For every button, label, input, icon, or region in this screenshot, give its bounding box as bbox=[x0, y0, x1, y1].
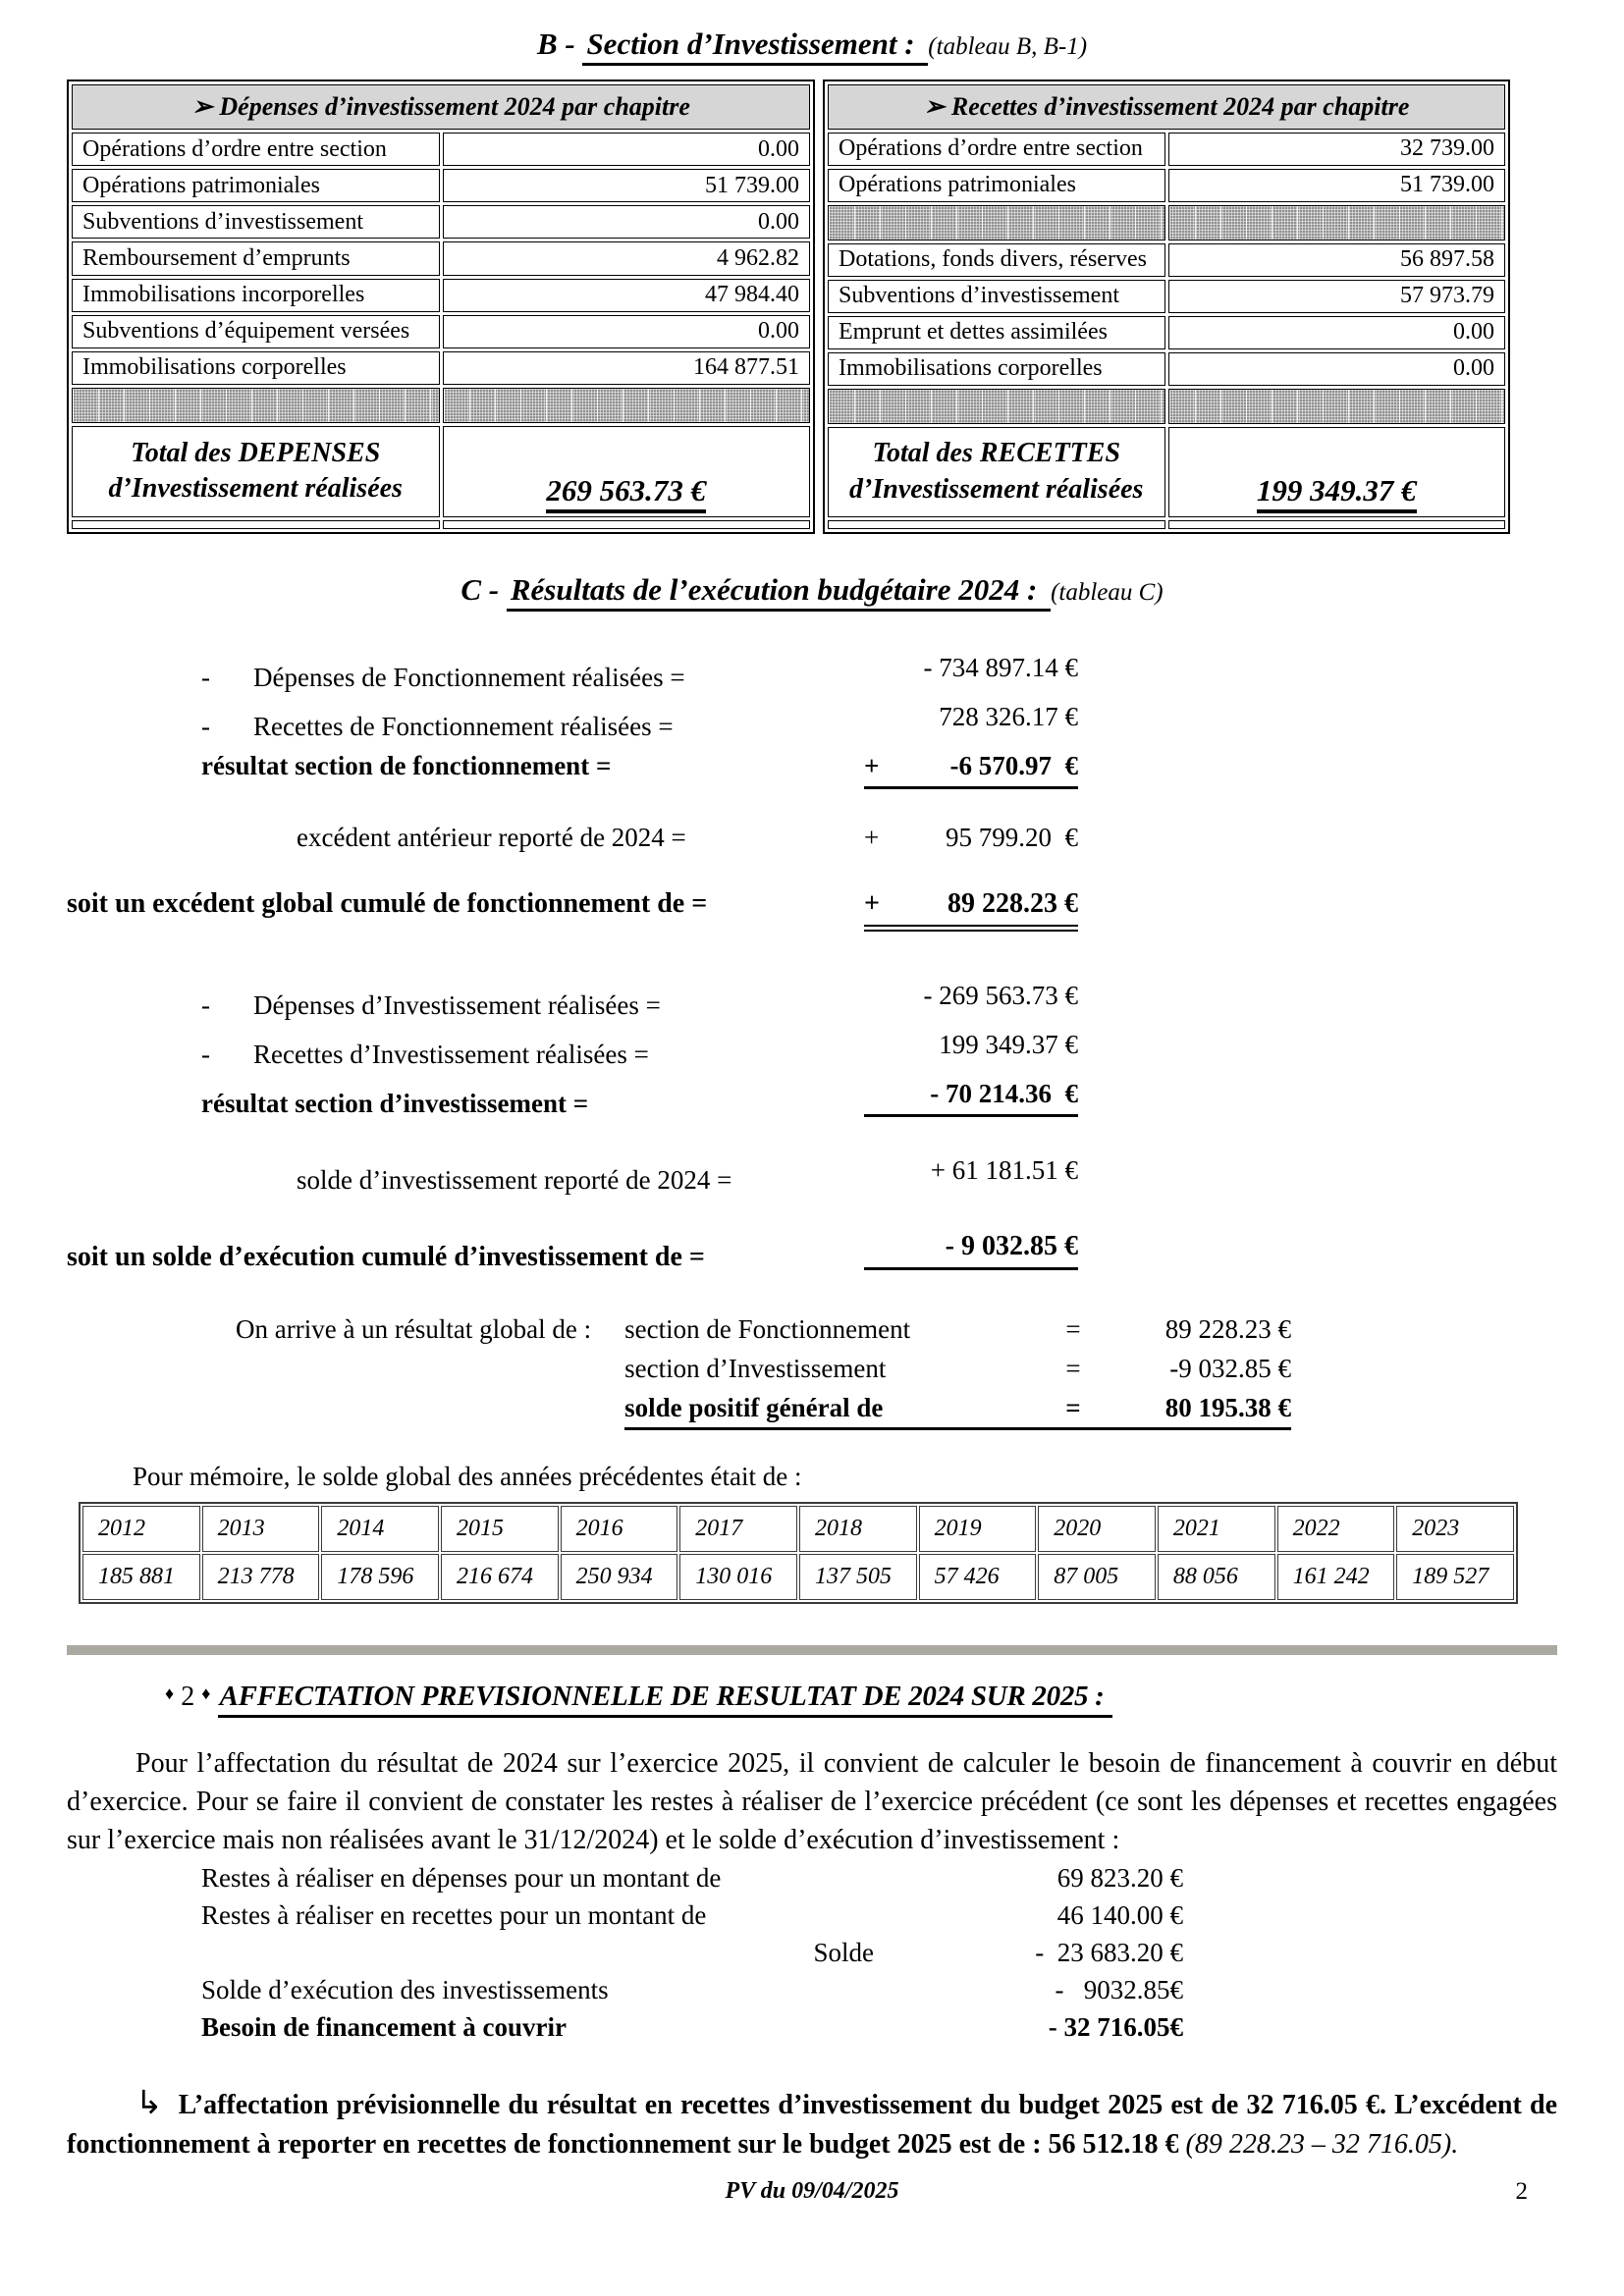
global-result-row bbox=[624, 1388, 1291, 1430]
depenses-investissement-table bbox=[67, 80, 815, 534]
restes-label: Restes à réaliser en dépenses pour un montant de bbox=[201, 1862, 722, 1893]
restes-value: - 9032.85€ bbox=[1055, 1974, 1183, 2004]
dash-bullet: - bbox=[201, 711, 210, 741]
year-value-cell: 88 056 bbox=[1158, 1554, 1275, 1600]
years-header-row bbox=[82, 1506, 1514, 1552]
row-label: Opérations patrimoniales bbox=[72, 169, 440, 202]
restes-label: Solde d’exécution des investissements bbox=[201, 1974, 609, 2004]
recettes-investissement-table bbox=[823, 80, 1510, 534]
memoire-line: Pour mémoire, le solde global des années précédentes était de : bbox=[133, 1461, 802, 1491]
table-row bbox=[72, 205, 810, 239]
equals-sign: = bbox=[1065, 1392, 1081, 1422]
calc-value-zone bbox=[864, 747, 1078, 789]
row-label: Opérations d’ordre entre section bbox=[828, 133, 1165, 166]
total-row bbox=[72, 426, 810, 516]
calc-label: Recettes d’Investissement réalisées = bbox=[253, 1039, 649, 1069]
calc-value-zone bbox=[864, 885, 1078, 932]
hatched-cell bbox=[828, 205, 1165, 240]
title-c-main: Résultats de l’exécution budgétaire 2024 : bbox=[507, 572, 1051, 612]
return-arrow-icon: ↳ bbox=[135, 2082, 163, 2121]
result-name: section de Fonctionnement bbox=[624, 1313, 911, 1344]
diamond-icon: ♦ bbox=[201, 1682, 211, 1703]
dash-bullet: - bbox=[201, 662, 210, 692]
total-value bbox=[1168, 427, 1506, 517]
hatched-cell bbox=[72, 388, 440, 423]
hatched-cell bbox=[828, 389, 1165, 424]
calc-value: + 61 181.51 € bbox=[930, 1154, 1078, 1185]
total-amount: 269 563.73 € bbox=[546, 473, 706, 513]
table-row bbox=[828, 316, 1505, 349]
calc-value-zone bbox=[864, 1228, 1078, 1270]
result-name: solde positif général de bbox=[624, 1392, 884, 1422]
table-row bbox=[72, 279, 810, 312]
calc-label: Dépenses d’Investissement réalisées = bbox=[253, 989, 661, 1020]
row-value: 4 962.82 bbox=[443, 241, 811, 275]
year-cell: 2019 bbox=[919, 1506, 1037, 1552]
table-row bbox=[72, 351, 810, 385]
restes-label: Besoin de financement à couvrir bbox=[201, 2011, 567, 2042]
section-2-heading bbox=[165, 1681, 1557, 1713]
calc-value: - 70 214.36 € bbox=[930, 1078, 1078, 1108]
calc-label: solde d’investissement reporté de 2024 = bbox=[297, 1164, 732, 1195]
row-label: Immobilisations corporelles bbox=[72, 351, 440, 385]
dash-bullet: - bbox=[201, 989, 210, 1020]
global-result-row bbox=[624, 1349, 1291, 1388]
calc-line bbox=[67, 649, 1078, 696]
calc-operator: + bbox=[864, 822, 880, 852]
spacer-cell bbox=[72, 520, 440, 529]
global-result-rows bbox=[624, 1309, 1291, 1430]
page-footer bbox=[67, 2178, 1557, 2214]
row-value: 0.00 bbox=[443, 315, 811, 348]
calc-value: - 269 563.73 € bbox=[923, 980, 1078, 1010]
year-cell: 2013 bbox=[202, 1506, 320, 1552]
global-result-block bbox=[236, 1309, 1291, 1430]
calc-label: soit un solde d’exécution cumulé d’investissement de = bbox=[67, 1241, 705, 1272]
section-b-title bbox=[67, 26, 1557, 64]
restes-value: - 32 716.05€ bbox=[1048, 2011, 1183, 2042]
calc-value-zone bbox=[864, 977, 1078, 1014]
year-value-cell: 189 527 bbox=[1396, 1554, 1514, 1600]
table-row bbox=[72, 315, 810, 348]
table-row bbox=[828, 280, 1505, 313]
restes-value: 69 823.20 € bbox=[1056, 1862, 1183, 1893]
hatched-cell bbox=[1168, 205, 1506, 240]
restes-row bbox=[201, 2008, 1183, 2046]
equals-sign: = bbox=[1065, 1313, 1081, 1344]
title-c-prefix: C - bbox=[460, 571, 507, 607]
row-label: Opérations patrimoniales bbox=[828, 169, 1165, 202]
page-number: 2 bbox=[1515, 2177, 1528, 2205]
section-separator-bar bbox=[67, 1645, 1557, 1655]
row-value: 0.00 bbox=[443, 133, 811, 166]
row-label: Dotations, fonds divers, réserves bbox=[828, 243, 1165, 277]
year-value-cell: 213 778 bbox=[202, 1554, 320, 1600]
calc-value-zone bbox=[864, 819, 1078, 856]
row-label: Immobilisations incorporelles bbox=[72, 279, 440, 312]
hatched-row bbox=[828, 205, 1505, 240]
calc-value: 199 349.37 € bbox=[939, 1029, 1078, 1059]
section-2-title: AFFECTATION PREVISIONNELLE DE RESULTAT DE 2024 SUR 2025 : bbox=[218, 1681, 1112, 1718]
table-row bbox=[72, 133, 810, 166]
row-label: Immobilisations corporelles bbox=[828, 352, 1165, 386]
section-c-title bbox=[67, 571, 1557, 610]
calc-label: résultat section d’investissement = bbox=[201, 1088, 589, 1118]
total-value bbox=[443, 426, 811, 516]
row-value: 57 973.79 bbox=[1168, 280, 1506, 313]
year-cell: 2020 bbox=[1038, 1506, 1156, 1552]
calc-value-zone bbox=[864, 1151, 1078, 1189]
calc-line bbox=[67, 1026, 1078, 1073]
year-value-cell: 137 505 bbox=[799, 1554, 917, 1600]
restes-row bbox=[201, 1859, 1183, 1896]
year-cell: 2018 bbox=[799, 1506, 917, 1552]
table-row bbox=[828, 133, 1505, 166]
year-cell: 2014 bbox=[321, 1506, 439, 1552]
year-value-cell: 185 881 bbox=[82, 1554, 200, 1600]
table-header: ➢ Dépenses d’investissement 2024 par chapitre bbox=[72, 84, 810, 130]
total-amount: 199 349.37 € bbox=[1257, 473, 1417, 513]
calc-label: Dépenses de Fonctionnement réalisées = bbox=[253, 662, 685, 692]
restes-row bbox=[201, 1934, 1183, 1971]
row-label: Emprunt et dettes assimilées bbox=[828, 316, 1165, 349]
conclusion-main-text: L’affectation prévisionnelle du résultat en recettes d’investissement du budget 2025 est de 32 716.05 €. L’excédent de fonctionnement à reporter en recettes de fonctionnement sur le budget 2025 est de : 56 512.18 € bbox=[67, 2089, 1557, 2160]
years-values-row bbox=[82, 1554, 1514, 1600]
year-cell: 2023 bbox=[1396, 1506, 1514, 1552]
calc-line bbox=[67, 1228, 1078, 1276]
table-row bbox=[72, 169, 810, 202]
year-value-cell: 178 596 bbox=[321, 1554, 439, 1600]
calc-line bbox=[67, 698, 1078, 745]
row-value: 56 897.58 bbox=[1168, 243, 1506, 277]
restes-value: - 23 683.20 € bbox=[1035, 1937, 1183, 1967]
spacer-row bbox=[72, 520, 810, 529]
row-value: 51 739.00 bbox=[1168, 169, 1506, 202]
year-value-cell: 250 934 bbox=[561, 1554, 678, 1600]
arrow-bullet-icon: ➢ bbox=[191, 91, 213, 121]
title-b-prefix: B - bbox=[536, 27, 583, 61]
calc-line bbox=[67, 977, 1078, 1024]
calc-value: 89 228.23 € bbox=[947, 887, 1078, 919]
row-label: Subventions d’investissement bbox=[828, 280, 1165, 313]
calc-value-zone bbox=[864, 698, 1078, 735]
section-2-number: 2 bbox=[174, 1681, 202, 1712]
table-row bbox=[828, 169, 1505, 202]
hatched-row bbox=[828, 389, 1505, 424]
year-cell: 2022 bbox=[1277, 1506, 1395, 1552]
calc-value-zone bbox=[864, 649, 1078, 686]
row-value: 47 984.40 bbox=[443, 279, 811, 312]
row-value: 0.00 bbox=[1168, 316, 1506, 349]
year-value-cell: 216 674 bbox=[441, 1554, 559, 1600]
global-result-intro: On arrive à un résultat global de : bbox=[236, 1313, 592, 1344]
footer-title: PV du 09/04/2025 bbox=[725, 2177, 899, 2204]
row-value: 51 739.00 bbox=[443, 169, 811, 202]
global-result-row bbox=[624, 1309, 1291, 1349]
diamond-icon: ♦ bbox=[165, 1682, 175, 1703]
calc-value-zone bbox=[864, 1075, 1078, 1117]
year-cell: 2017 bbox=[679, 1506, 797, 1552]
restes-label: Solde bbox=[813, 1937, 874, 1967]
table-row bbox=[72, 241, 810, 275]
restes-label: Restes à réaliser en recettes pour un montant de bbox=[201, 1899, 707, 1930]
year-cell: 2016 bbox=[561, 1506, 678, 1552]
year-value-cell: 57 426 bbox=[919, 1554, 1037, 1600]
table-header: ➢ Recettes d’investissement 2024 par chapitre bbox=[828, 84, 1505, 130]
table-row bbox=[828, 243, 1505, 277]
year-cell: 2015 bbox=[441, 1506, 559, 1552]
row-label: Subventions d’équipement versées bbox=[72, 315, 440, 348]
row-value: 0.00 bbox=[1168, 352, 1506, 386]
calc-line bbox=[67, 885, 1078, 932]
affectation-paragraph: Pour l’affectation du résultat de 2024 sur l’exercice 2025, il convient de calculer le besoin de financement à couvrir en début d’exercice. Pour se faire il convient de constater les restes à réaliser de l’exercice précédent (ce sont les dépenses et recettes engagées sur l’exercice mais non réalisées avant le 31/12/2024) et le solde d’exécution d’investissement : bbox=[67, 1747, 1557, 1855]
total-label: Total des DEPENSES d’Investissement réalisées bbox=[72, 426, 440, 516]
restes-value: 46 140.00 € bbox=[1056, 1899, 1183, 1930]
spacer-cell bbox=[828, 520, 1165, 529]
calc-line bbox=[67, 819, 1078, 856]
arrow-bullet-icon: ➢ bbox=[923, 91, 946, 121]
calc-value: 728 326.17 € bbox=[939, 701, 1078, 731]
calc-value: 95 799.20 € bbox=[946, 822, 1078, 852]
calc-line bbox=[67, 1075, 1078, 1122]
restes-row bbox=[201, 1971, 1183, 2008]
total-row bbox=[828, 427, 1505, 517]
spacer-cell bbox=[443, 520, 811, 529]
result-value: 89 228.23 € bbox=[1164, 1313, 1291, 1344]
budget-calculation-lines bbox=[67, 649, 1557, 1276]
year-value-cell: 87 005 bbox=[1038, 1554, 1156, 1600]
calc-operator: + bbox=[864, 750, 880, 780]
title-b-main: Section d’Investissement : bbox=[582, 27, 928, 66]
year-cell: 2012 bbox=[82, 1506, 200, 1552]
spacer-row bbox=[828, 520, 1505, 529]
conclusion-note: (89 228.23 – 32 716.05). bbox=[1185, 2128, 1459, 2160]
calc-label: soit un excédent global cumulé de fonctionnement de = bbox=[67, 887, 708, 919]
year-value-cell: 130 016 bbox=[679, 1554, 797, 1600]
row-value: 0.00 bbox=[443, 205, 811, 239]
calc-value: - 734 897.14 € bbox=[923, 652, 1078, 682]
table-header-row bbox=[72, 84, 810, 130]
row-label: Opérations d’ordre entre section bbox=[72, 133, 440, 166]
row-value: 32 739.00 bbox=[1168, 133, 1506, 166]
result-name: section d’Investissement bbox=[624, 1353, 887, 1383]
calc-label: résultat section de fonctionnement = bbox=[201, 750, 612, 780]
total-label: Total des RECETTES d’Investissement réalisées bbox=[828, 427, 1165, 517]
table-header-row bbox=[828, 84, 1505, 130]
calc-line bbox=[67, 747, 1078, 789]
calc-label: excédent antérieur reporté de 2024 = bbox=[297, 822, 686, 852]
dash-bullet: - bbox=[201, 1039, 210, 1069]
restes-row bbox=[201, 1896, 1183, 1934]
previous-years-table bbox=[79, 1502, 1518, 1604]
row-label: Subventions d’investissement bbox=[72, 205, 440, 239]
conclusion-paragraph bbox=[67, 2083, 1557, 2164]
calc-operator: + bbox=[864, 887, 880, 919]
row-value: 164 877.51 bbox=[443, 351, 811, 385]
calc-label: Recettes de Fonctionnement réalisées = bbox=[253, 711, 674, 741]
calc-value-zone bbox=[864, 1026, 1078, 1063]
result-value: -9 032.85 € bbox=[1169, 1353, 1291, 1383]
year-cell: 2021 bbox=[1158, 1506, 1275, 1552]
hatched-cell bbox=[443, 388, 811, 423]
calc-line bbox=[67, 1151, 1078, 1199]
equals-sign: = bbox=[1065, 1353, 1081, 1383]
investment-tables bbox=[67, 80, 1557, 534]
restes-a-realiser-block bbox=[201, 1859, 1183, 2046]
calc-value: -6 570.97 € bbox=[949, 750, 1078, 780]
title-b-note: (tableau B, B-1) bbox=[928, 33, 1088, 60]
spacer-cell bbox=[1168, 520, 1506, 529]
table-row bbox=[828, 352, 1505, 386]
hatched-cell bbox=[1168, 389, 1506, 424]
row-label: Remboursement d’emprunts bbox=[72, 241, 440, 275]
hatched-row bbox=[72, 388, 810, 423]
title-c-note: (tableau C) bbox=[1051, 578, 1164, 606]
result-value: 80 195.38 € bbox=[1164, 1392, 1291, 1422]
year-value-cell: 161 242 bbox=[1277, 1554, 1395, 1600]
calc-value: - 9 032.85 € bbox=[945, 1230, 1078, 1261]
